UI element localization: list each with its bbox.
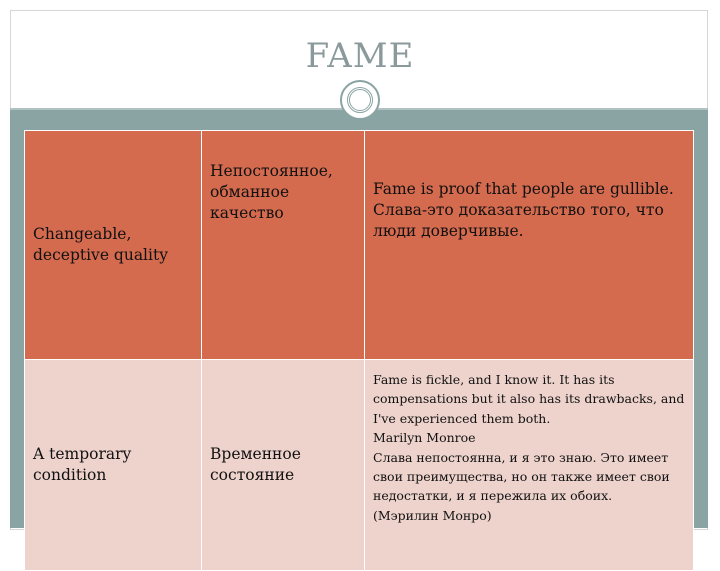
quote-line: Слава-это доказательство того, что люди доверчивые. — [373, 200, 664, 240]
russian-term-cell: Временное состояние — [202, 360, 365, 571]
english-term-cell: Changeable, deceptive quality — [25, 131, 202, 360]
table-row — [25, 131, 694, 360]
table-row — [25, 360, 694, 571]
russian-term-cell: Непостоянное, обманное качество — [202, 131, 365, 360]
ring-ornament-icon — [340, 80, 380, 120]
english-term-cell: A temporary condition — [25, 360, 202, 571]
quote-author: (Мэрилин Монро) — [373, 507, 492, 523]
quote-cell — [365, 131, 694, 360]
quote-cell — [365, 360, 694, 571]
slide-title: FAME — [305, 36, 415, 76]
quote-line: Fame is fickle, and I know it. It has its compensations but it also has its drawbacks, and I've experienced them both. — [373, 372, 685, 426]
quote-line: Слава непостоянна, и я это знаю. Это имеет свои преимущества, но он также имеет свои недостатки, и я пережила их обоих. — [373, 449, 670, 504]
fame-table — [24, 130, 694, 571]
quote-line: Fame is proof that people are gullible. — [373, 180, 674, 198]
quote-author: Marilyn Monroe — [373, 430, 476, 446]
